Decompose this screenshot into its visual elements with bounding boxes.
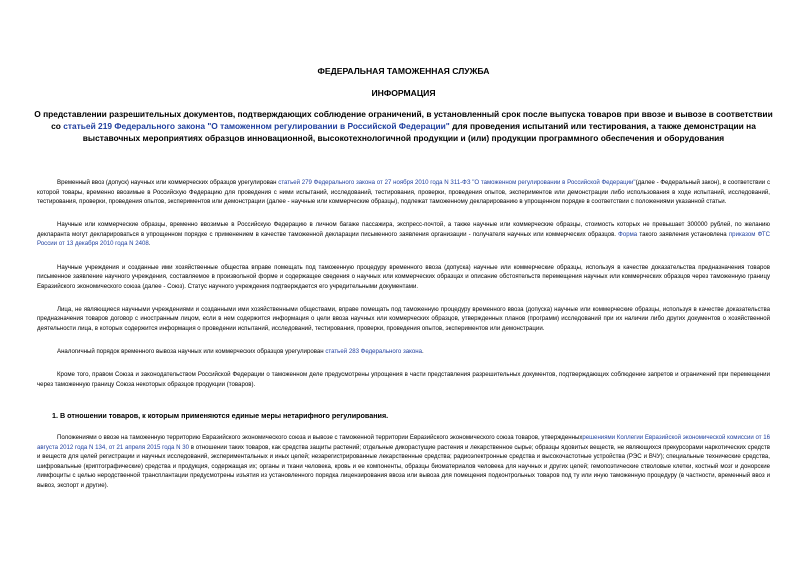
p5-law-link[interactable]: статьей 283 Федерального закона [325,348,423,356]
organization-heading: ФЕДЕРАЛЬНАЯ ТАМОЖЕННАЯ СЛУЖБА [317,66,490,76]
p5-text-b: . [422,348,424,356]
p2-form-link[interactable]: Форма [618,230,638,238]
paragraph-3: Научные учреждения и созданные ими хозяйственные общества вправе помещать под таможенную процедуру временного ввоза (допуска) научные или коммерческие образцы, используя в качестве доказательства предназначения товаров письменное заявление научного учреждения, составляемое в произвольной форме и содержащее сведения о научных или коммерческих образцах и описание обстоятельств перемещения научных или коммерческих образцов через таможенную границу Евразийского экономического союза (далее - Союз). Статус научного учреждения подтверждается его учредительными документами. [37,263,770,290]
section-1-heading: 1. В отношении товаров, к которым применяются единые меры нетарифного регулирования. [52,411,389,421]
p1-text-a: Временный ввоз (допуск) научных или коммерческих образцов урегулирован [57,179,279,186]
p2-text-c: . [148,240,151,248]
p1-law-link[interactable]: статьей 279 Федерального закона от 27 ноября 2010 года N 311-ФЗ "О таможенном регулировании в Российской Федерации" [278,179,636,186]
document-body [37,178,770,504]
p2-text-b: такого заявления установлена [637,230,729,238]
p2-order-link[interactable]: приказом ФТС России от 13 декабря 2010 года N 2408 [37,230,770,248]
title-law-link[interactable]: статьей 219 Федерального закона "О таможенном регулировании в Российской Федерации" [63,121,450,131]
p2-text-a: Научные или коммерческие образцы, временно ввозимые в Российскую Федерацию в личном багаже пассажира, экспресс-почтой, а также научные или коммерческие образцы, стоимость которых не превышает 300000 рублей, по желанию декларанта могут декларироваться в упрощенном порядке с применением в качестве таможенной декларации письменного заявления организации - получателя научных или коммерческих образцов. [37,221,770,238]
paragraph-5 [37,347,770,357]
p7-text-a: Положениями о ввозе на таможенную территорию Евразийского экономического союза и вывозе с таможенной территории Евразийского экономического союза товаров, утвержденных [57,434,583,441]
p7-decision-link[interactable]: решениями Коллегии Евразийской экономической комиссии от 16 августа 2012 года N 134, от 21 апреля 2015 года N 30 [37,434,771,451]
document-title [30,108,777,144]
paragraph-1 [37,178,770,207]
p5-text-a: Аналогичный порядок временного вывоза научных или коммерческих образцов урегулирован [57,348,326,356]
paragraph-4: Лица, не являющиеся научными учреждениями и созданными ими хозяйственными обществами, вправе помещать под таможенную процедуру временного ввоза (допуска) научные или коммерческие образцы, используя в качестве доказательства предназначения товаров договор с иностранным лицом, если в нем содержится информация о цели ввоза научных или коммерческих образцов, утвержденных планов (программ) исследований при их наличии либо других документов о хозяйственной деятельности лица, в которых содержится информация о проведении испытаний, исследований, тестирования, проверки, проведения опытов, экспериментов или демонстрации. [37,305,770,333]
title-text-2: для проведения испытаний или тестирования, а также демонстрации на выставочных мероприятиях образцов инновационной, высокотехнологичной продукции и (или) продукции программного обеспечения и оборудования [82,121,756,143]
title-text-1: О представлении разрешительных документов, подтверждающих соблюдение ограничений, в установленный срок после выпуска товаров при ввозе и вывозе в соответствии со [34,109,773,131]
p7-text-b: в отношении таких товаров, как средства защиты растений; отдельные дикорастущие растения и лекарственное сырье; образцы ядовитых веществ, не являющихся прекурсорами наркотических средств и веществ для целей регистрации и научных исследований, экспериментальных и иных целей; незарегистрированные лекарственные средства; радиоэлектронные средства и высокочастотные устройства (РЭС и ВЧУ); специальные технические средства, шифровальные (криптографические) средства и продукция, содержащая их; органы и ткани человека, кровь и ее компоненты, образцы биоматериалов человека для научных и других целей; гемопоэтические стволовые клетки, костный мозг и донорские лимфоциты с целью неродственной трансплантации предусмотрены изъятия из установленного порядка лицензирования ввоза или вывоза для помещения подконтрольных товаров под ту или иную таможенную процедуру (в частности, временный ввоз и вывоз, экспорт и другие). [37,443,770,489]
paragraph-2 [37,220,770,249]
paragraph-7 [37,433,770,491]
p1-text-b: (далее - Федеральный закон), в соответствии с которой товары, временно ввозимые в Российскую Федерацию для проведения с ними испытаний, исследований, тестирования, проверки, проведения опытов, экспериментов или демонстрации либо использования в ходе испытаний, исследований, тестирования, проверки, проведения опытов, экспериментов или демонстрации (далее - научные или коммерческие образцы), подлежат таможенному декларированию в упрощенном порядке в соответствии с положениями указанной статьи. [37,179,770,206]
document-type-heading: ИНФОРМАЦИЯ [371,88,436,98]
paragraph-6: Кроме того, правом Союза и законодательством Российской Федерации о таможенном деле предусмотрены упрощения в части представления разрешительных документов, подтверждающих соблюдение запретов и ограничений при перемещении через таможенную границу Союза некоторых образцов продукции (товаров). [37,371,770,388]
